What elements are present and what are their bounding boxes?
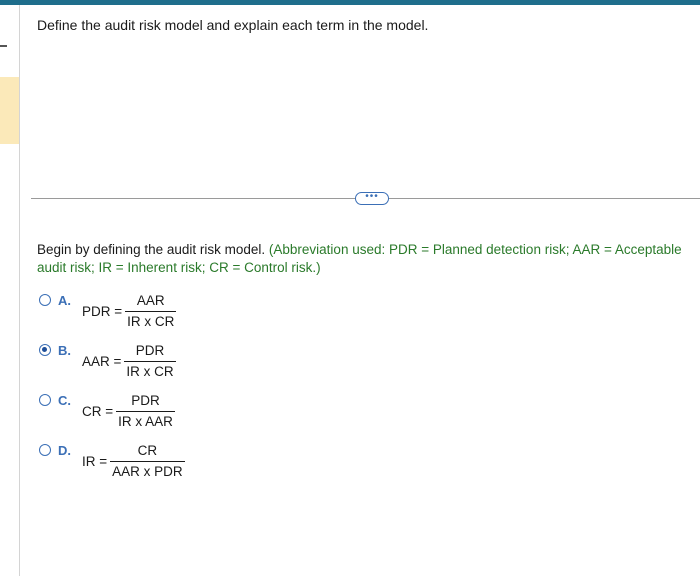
radio-button-a[interactable] [39, 294, 51, 306]
formula-lhs: PDR = [82, 304, 123, 319]
fraction-denominator: AAR x PDR [110, 461, 185, 480]
prompt-main-text: Begin by defining the audit risk model. [37, 242, 266, 257]
radio-button-c[interactable] [39, 394, 51, 406]
option-letter-c: C. [58, 393, 71, 408]
formula-a [82, 293, 176, 330]
formula-lhs: IR = [82, 454, 108, 469]
answer-option-d[interactable] [39, 443, 299, 483]
fraction-numerator: PDR [135, 343, 165, 358]
answer-option-c[interactable] [39, 393, 299, 433]
fraction-denominator: IR x CR [124, 361, 175, 380]
fraction-denominator: IR x CR [125, 311, 176, 330]
instruction-prompt [37, 241, 692, 277]
fraction [116, 393, 175, 430]
fraction [125, 293, 176, 330]
fraction-numerator: PDR [131, 393, 160, 408]
fraction-numerator: AAR [136, 293, 165, 308]
formula-lhs: CR = [82, 404, 114, 419]
radio-button-b[interactable] [39, 344, 51, 356]
option-letter-a: A. [58, 293, 71, 308]
formula-lhs: AAR = [82, 354, 122, 369]
question-highlight-marker [0, 77, 19, 144]
radio-button-d[interactable] [39, 444, 51, 456]
collapse-dash-icon[interactable] [0, 45, 7, 47]
formula-b [82, 343, 176, 380]
fraction [110, 443, 185, 480]
left-sidebar-rail [0, 5, 20, 576]
answer-option-a[interactable] [39, 293, 299, 333]
formula-d [82, 443, 185, 480]
top-header-bar [0, 0, 700, 5]
option-letter-d: D. [58, 443, 71, 458]
show-more-button[interactable]: ••• [355, 192, 389, 205]
abbreviation-hint: (Abbreviation used: PDR = Planned detection risk; AAR = Acceptable audit risk; IR = Inherent risk; CR = Control risk.) [37, 242, 682, 275]
fraction-denominator: IR x AAR [116, 411, 175, 430]
option-letter-b: B. [58, 343, 71, 358]
question-text: Define the audit risk model and explain each term in the model. [37, 17, 429, 33]
formula-c [82, 393, 175, 430]
fraction [124, 343, 175, 380]
answer-option-b[interactable] [39, 343, 299, 383]
fraction-numerator: CR [137, 443, 158, 458]
